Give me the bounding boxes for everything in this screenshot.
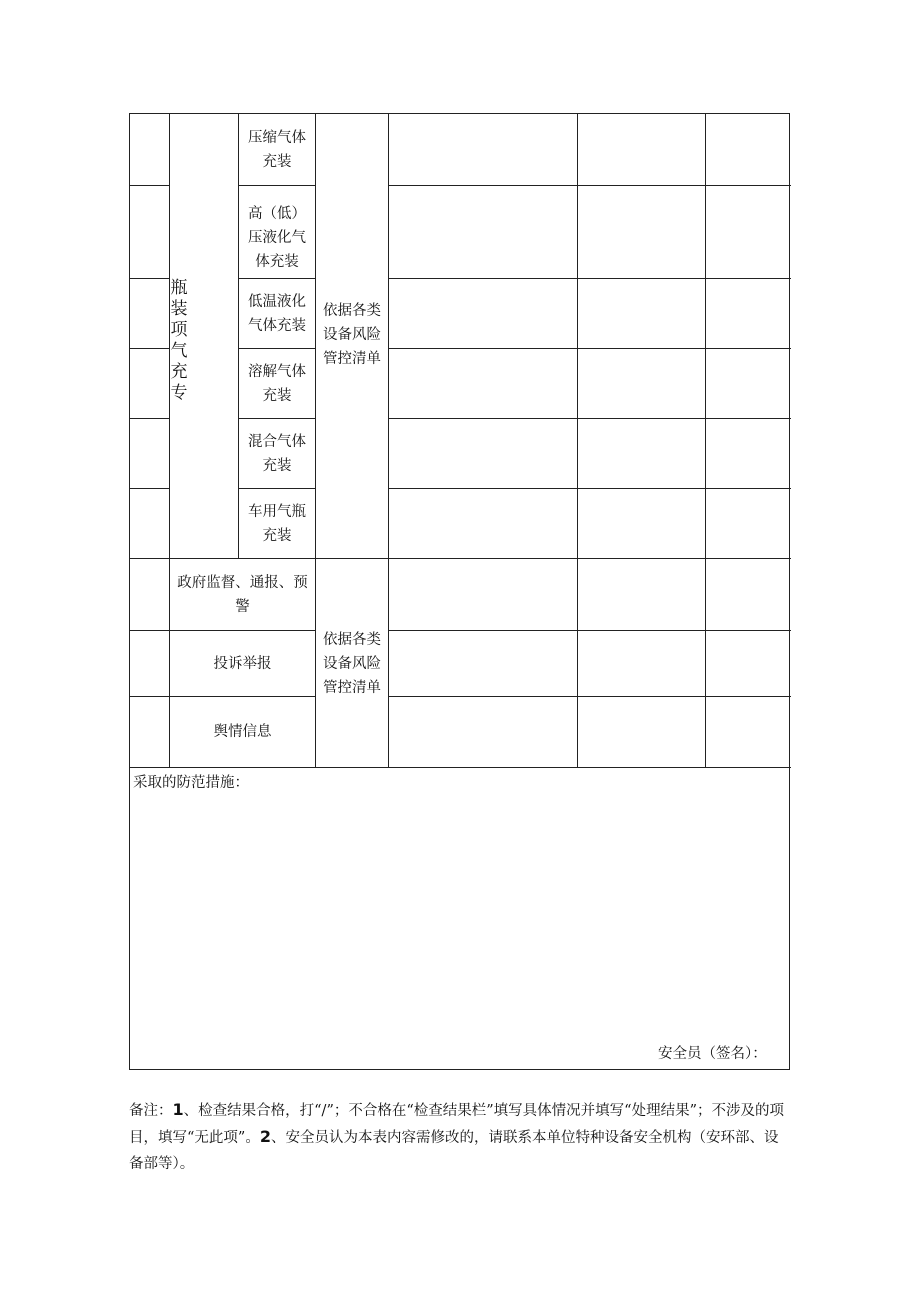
remark-text: 、安全员认为本表内容需修改的，请联系本单位特种设备安全机构（安环部、设备部等）。 [129,1130,779,1172]
remark-text: 、检查结果合格，打“/”；不合格在“检查结果栏”填写具体情况并填写“处理结果”；不涉及的项目，填写“无此项”。 [129,1103,784,1146]
row-divider [388,696,791,697]
inspection-table [129,113,790,1070]
row-divider [130,767,791,768]
item-label-vehicle-cylinder: 车用气瓶充装 [248,503,306,544]
item-label-complaints: 投诉举报 [213,655,272,672]
row-divider [388,278,791,279]
cylinder-filling-group-label: 瓶装项气充专 [170,278,188,403]
item-label-compressed-gas: 压缩气体充装 [248,129,306,170]
row-divider [130,278,169,279]
row-divider [388,630,791,631]
risk-control-list-label: 依据各类设备风险管控清单 [323,632,381,696]
row-divider [388,488,791,489]
item-label-cryogenic-liquefied-gas: 低温液化气体充装 [248,293,306,334]
safety-officer-signature-label: 安全员（签名）： [658,1046,767,1062]
remarks-prefix: 备注： [129,1103,173,1119]
row-divider [130,488,169,489]
remark-number: 1 [172,1100,184,1119]
row-divider [388,418,791,419]
preventive-measures-label: 采取的防范措施： [133,775,249,791]
column-divider [705,114,706,767]
item-label-government-supervision: 政府监督、通报、预警 [177,574,308,615]
remark-number: 2 [259,1127,271,1146]
row-divider [388,185,791,186]
remarks-paragraph [129,1097,791,1177]
row-divider [130,418,169,419]
item-label-mixed-gas: 混合气体充装 [248,433,306,474]
risk-control-list-label: 依据各类设备风险管控清单 [323,303,381,367]
row-divider [130,348,169,349]
item-label-liquefied-gas: 高（低）压液化气体充装 [248,206,306,270]
row-divider [130,185,169,186]
column-divider [577,114,578,767]
row-divider [388,348,791,349]
item-label-public-opinion: 舆情信息 [213,724,272,740]
column-divider [388,114,389,767]
item-label-dissolved-gas: 溶解气体充装 [248,363,306,404]
